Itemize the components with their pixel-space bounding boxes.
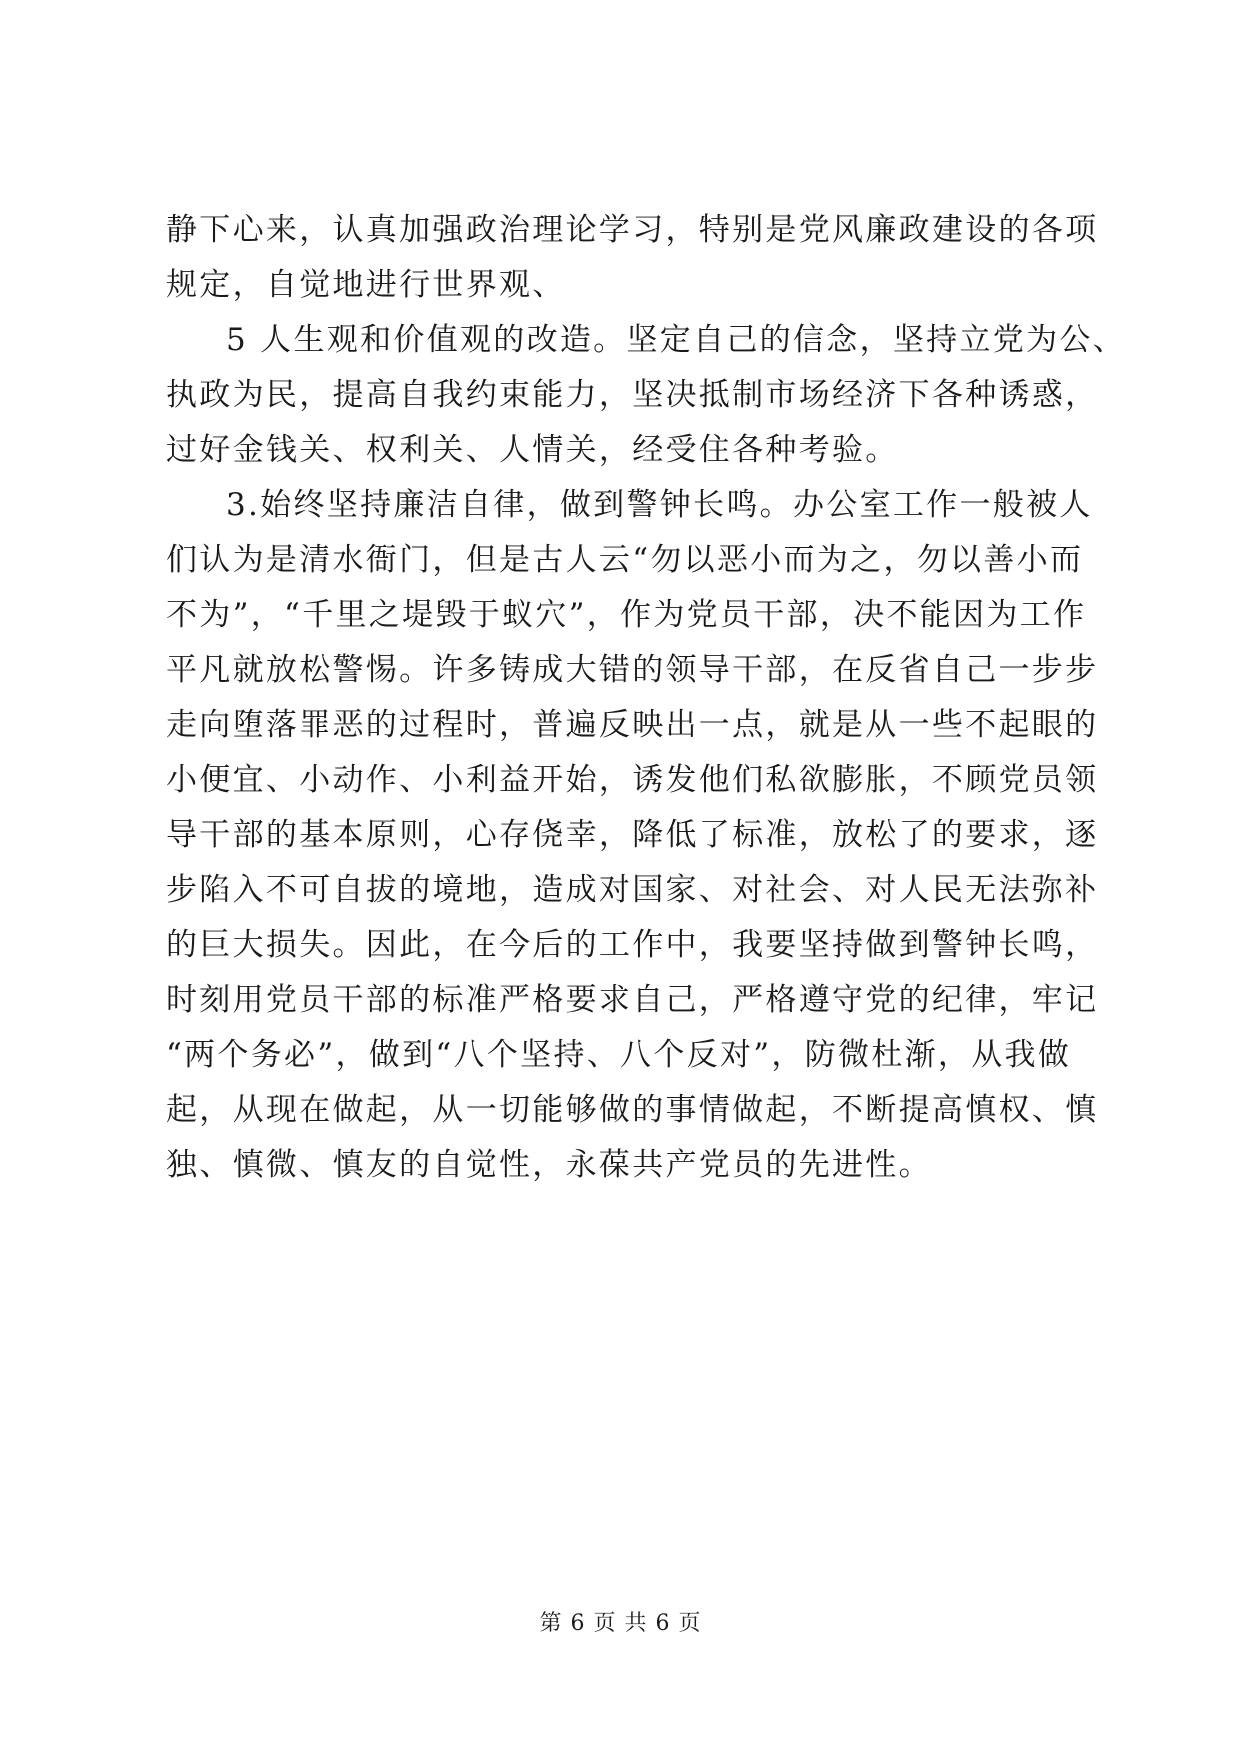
body-line: 不为”，“千里之堤毁于蚁穴”，作为党员干部，决不能因为工作: [166, 597, 1087, 633]
body-line: 规定，自觉地进行世界观、: [166, 267, 566, 303]
body-line: “两个务必”，做到“八个坚持、八个反对”，防微杜渐，从我做: [166, 1037, 1072, 1073]
body-line: 时刻用党员干部的标准严格要求自己，严格遵守党的纪律，牢记: [166, 982, 1099, 1018]
body-line: 静下心来，认真加强政治理论学习，特别是党风廉政建设的各项: [166, 212, 1099, 248]
body-line: 3.始终坚持廉洁自律，做到警钟长鸣。办公室工作一般被人: [226, 487, 1093, 523]
body-line: 独、慎微、慎友的自觉性，永葆共产党员的先进性。: [166, 1147, 932, 1183]
body-line: 们认为是清水衙门，但是古人云“勿以恶小而为之，勿以善小而: [166, 542, 1084, 578]
body-line: 的巨大损失。因此，在今后的工作中，我要坚持做到警钟长鸣，: [166, 927, 1099, 963]
body-line: 小便宜、小动作、小利益开始，诱发他们私欲膨胀，不顾党员领: [166, 762, 1099, 798]
page-number-footer: 第 6 页 共 6 页: [539, 1611, 702, 1636]
body-line: 平凡就放松警惕。许多铸成大错的领导干部，在反省自己一步步: [166, 652, 1099, 688]
body-line: 导干部的基本原则，心存侥幸，降低了标准，放松了的要求，逐: [166, 817, 1099, 853]
body-line: 5 人生观和价值观的改造。坚定自己的信念，坚持立党为公、: [226, 322, 1126, 358]
body-line: 步陷入不可自拔的境地，造成对国家、对社会、对人民无法弥补: [166, 872, 1099, 908]
body-line: 过好金钱关、权利关、人情关，经受住各种考验。: [166, 432, 899, 468]
body-line: 执政为民，提高自我约束能力，坚决抵制市场经济下各种诱惑，: [166, 377, 1099, 413]
body-line: 起，从现在做起，从一切能够做的事情做起，不断提高慎权、慎: [166, 1092, 1099, 1128]
body-line: 走向堕落罪恶的过程时，普遍反映出一点，就是从一些不起眼的: [166, 707, 1099, 743]
